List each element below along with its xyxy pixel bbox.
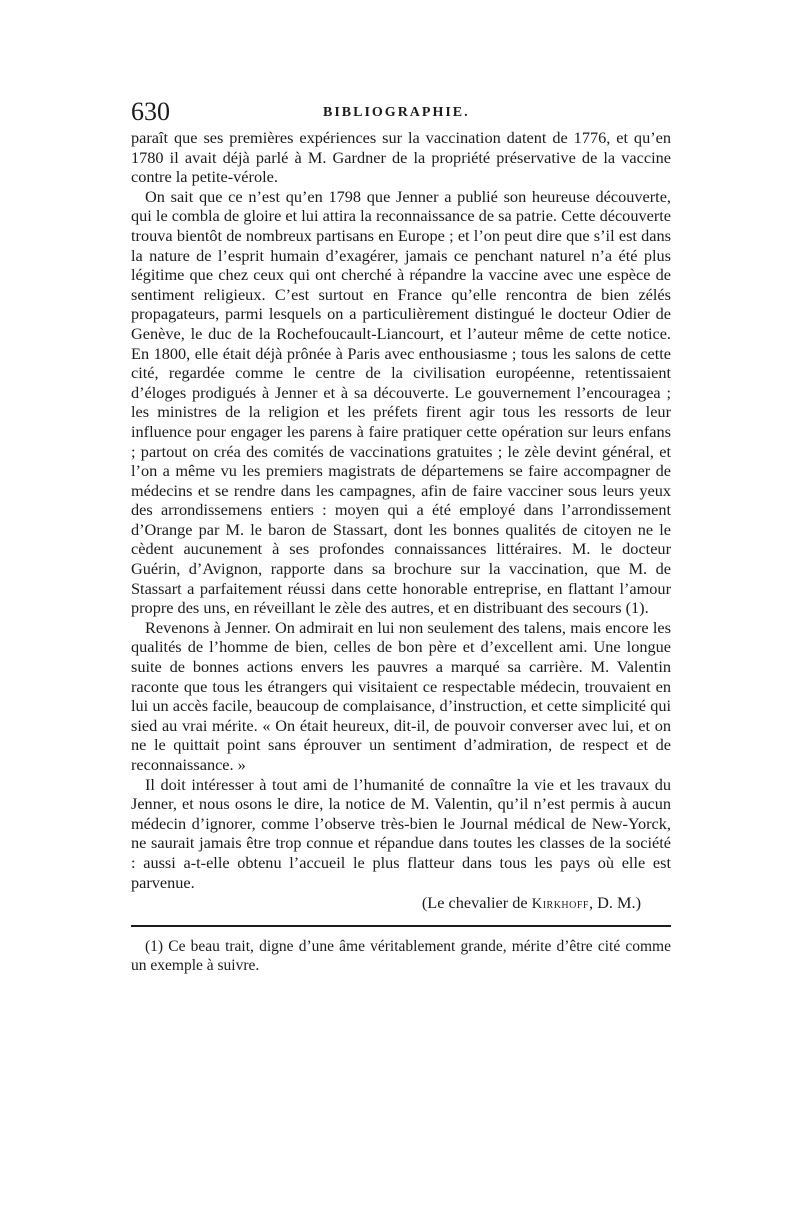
paragraph-valentin-notice: Il doit intéresser à tout ami de l’humanité de connaître la vie et les travaux du Jenner, et nous osons le dire, la notice de M. Valentin, qu’il n’est permis à aucun médecin d’ignorer, comme l’observe très-bien le Journal médical de New-Yorck, ne saurait jamais être trop connue et répandue dans toutes les classes de la société : aussi a-t-elle obtenu l’accueil le plus flatteur dans tous les pays où elle est parvenue.: [131, 774, 671, 892]
signature-name: Kirkhoff: [531, 896, 589, 913]
signature-prefix: (Le chevalier de: [421, 893, 532, 913]
author-signature: [131, 893, 671, 915]
footnote-rule: [131, 925, 671, 927]
signature-suffix: , D. M.): [588, 893, 641, 913]
body-text: [131, 128, 671, 892]
paragraph-continuation: paraît que ses premières expériences sur la vaccination datent de 1776, et qu’en 1780 il avait déjà parlé à M. Gardner de la propriété préservative de la vaccine contre la petite-vérole.: [131, 128, 671, 187]
paragraph-jenner-character: Revenons à Jenner. On admirait en lui non seulement des talens, mais encore les qualités de l’homme de bien, celles de bon père et d’excellent ami. Une longue suite de bonnes actions envers les pauvres a marqué sa carrière. M. Valentin raconte que tous les étrangers qui visitaient ce respectable médecin, trouvaient en lui un accès facile, beaucoup de complaisance, d’instruction, et cette simplicité qui sied au vrai mérite. « On était heureux, dit-il, de pouvoir converser avec lui, et on ne le quittait point sans éprouver un sentiment d’admiration, de respect et de reconnaissance. »: [131, 617, 671, 774]
page-number: 630: [131, 97, 170, 126]
paragraph-jenner-discovery: On sait que ce n’est qu’en 1798 que Jenner a publié son heureuse découverte, qui le combla de gloire et lui attira la reconnaissance de sa patrie. Cette découverte trouva bientôt de nombreux partisans en Europe ; et l’on peut dire que s’il est dans la nature de l’esprit humain d’exagérer, jamais ce penchant naturel n’a été plus légitime que chez ceux qui ont cherché à répandre la vaccine avec une espèce de sentiment religieux. C’est surtout en France qu’elle rencontra de bien zélés propagateurs, parmi lesquels on a particulièrement distingué le docteur Odier de Genève, le duc de la Rochefoucault-Liancourt, et l’auteur même de cette notice. En 1800, elle était déjà prônée à Paris avec enthousiasme ; tous les salons de cette cité, regardée comme le centre de la civilisation européenne, retentissaient d’éloges prodigués à Jenner et à sa découverte. Le gouvernement l’encouragea ; les ministres de la religion et les préfets firent agir tous les ressorts de leur influence pour engager les parens à faire pratiquer cette opération sur leurs enfans ; partout on créa des comités de vaccinations gratuites ; le zèle devint général, et l’on a même vu les premiers magistrats de départemens se faire accompagner de médecins et se rendre dans les campagnes, afin de faire vacciner sous leurs yeux des arrondissemens entiers : moyen qui a été employé dans l’arrondissement d’Orange par M. le baron de Stassart, dont les bonnes qualités de citoyen ne le cèdent aucunement à ses profondes connaissances littéraires. M. le docteur Guérin, d’Avignon, rapporte dans sa brochure sur la vaccination, que M. de Stassart a parfaitement réussi dans cette honorable entreprise, en flattant l’amour propre des uns, en réveillant le zèle des autres, et en distribuant des secours (1).: [131, 186, 671, 618]
page-header: [131, 98, 671, 128]
book-page: [131, 98, 671, 991]
running-title: BIBLIOGRAPHIE.: [323, 105, 470, 120]
footnote: (1) Ce beau trait, digne d’une âme véritablement grande, mérite d’être cité comme un exemple à suivre.: [131, 937, 671, 975]
